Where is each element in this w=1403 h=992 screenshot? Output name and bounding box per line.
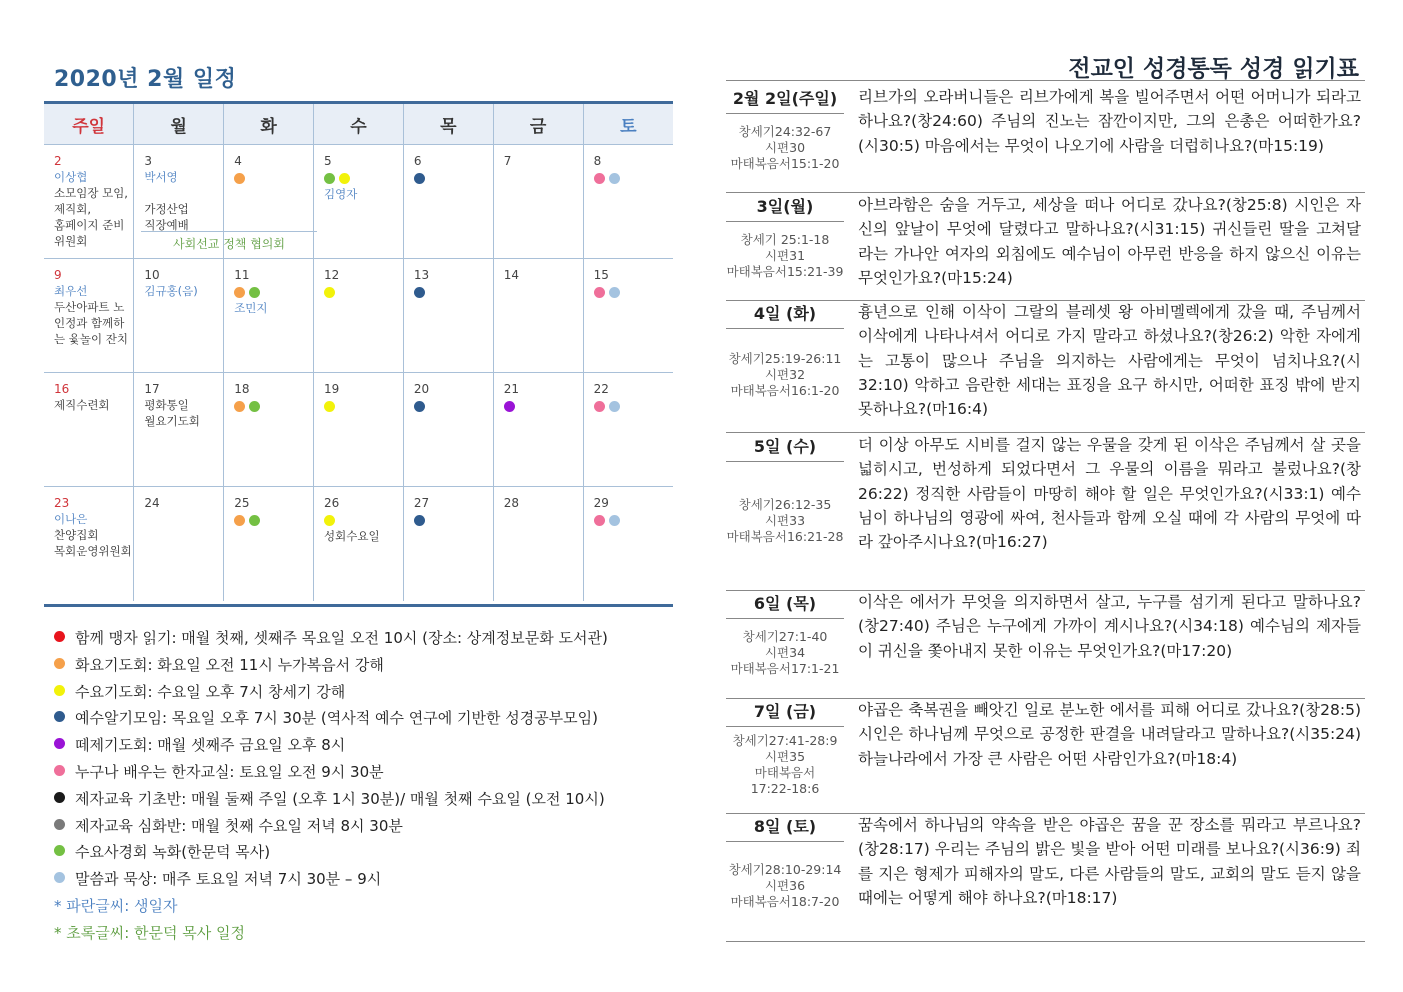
reading-date: 5일 (수) <box>726 433 844 462</box>
reading-ref: 창세기26:12-35 <box>738 496 832 512</box>
weekday-header: 금 <box>493 104 583 145</box>
calendar-day-cell <box>134 487 224 601</box>
calendar-day-cell <box>493 373 583 487</box>
reading-ref: 17:22-18:6 <box>750 780 820 796</box>
event-dots <box>324 514 403 528</box>
reading-date: 6일 (목) <box>726 590 844 619</box>
event-dot <box>414 287 425 298</box>
day-event: 김영자 <box>324 187 358 201</box>
reading-refs <box>726 727 844 797</box>
legend-text: 화요기도회: 화요일 오전 11시 누가복음서 강해 <box>75 655 384 674</box>
reading-question: 흉년으로 인해 이삭이 그랄의 블레셋 왕 아비멜렉에게 갔을 때, 주님께서 이삭에게 나타나셔서 어디로 가지 말라고 하셨나요?(창26:2) 악한 자에게는 고통이 많으나 주님을 의지하는 사람에게는 무엇이 넘치나요?(시32:10) 악하고 음란한 세대는 표징을 요구 하시만, 어떠한 표징 밖에 받지 못하나요?(마16:4) <box>858 303 1361 419</box>
calendar-day-cell <box>44 487 134 601</box>
legend-dot <box>54 658 65 669</box>
reading-title: 전교인 성경통독 성경 읽기표 <box>1068 56 1359 82</box>
calendar-grid <box>44 104 673 601</box>
day-event: 두산아파트 노 인정과 함께하 는 윷놀이 잔치 <box>54 300 128 346</box>
day-number: 4 <box>234 154 242 168</box>
reading-entry-left <box>726 433 844 545</box>
reading-entry-left <box>726 85 844 172</box>
event-dots <box>594 400 673 414</box>
calendar-day-cell <box>493 259 583 373</box>
event-dot <box>594 287 605 298</box>
reading-entry-left <box>726 698 844 797</box>
event-dot <box>324 515 335 526</box>
reading-ref: 마태복음서15:21-39 <box>726 263 844 279</box>
legend-dot <box>54 845 65 856</box>
event-dot <box>324 287 335 298</box>
legend-dot <box>54 819 65 830</box>
legend-item <box>54 759 608 786</box>
weekday-header: 화 <box>224 104 314 145</box>
reading-ref: 마태복음서17:1-21 <box>730 661 840 676</box>
day-event: 이나은 <box>54 512 88 526</box>
legend-item <box>54 732 608 759</box>
calendar-day-cell <box>583 487 673 601</box>
reading-question: 꿈속에서 하나님의 약속을 받은 야곱은 꿈을 꾼 장소를 뭐라고 부르나요?(창28:17) 우리는 주님의 밝은 빛을 받아 어떤 미래를 보나요?(시36:9) 죄를 지은 형제가 피해자의 말도, 다른 사람들의 말도, 교회의 말도 듣지 않을 때에는 어떻게 해야 하나요?(마18:17) <box>858 816 1361 907</box>
legend-text: 함께 맹자 읽기: 매월 첫째, 셋째주 목요일 오전 10시 (장소: 상계정보문화 도서관) <box>75 629 608 647</box>
event-dot <box>249 287 260 298</box>
event-dot <box>609 401 620 412</box>
reading-question: 야곱은 축복권을 빼앗긴 일로 분노한 에서를 피해 어디로 갔나요?(창28:5) 시인은 하나님께 무엇으로 공정한 판결을 내려달라고 말하나요?(시35:24) 하늘나라에서 가장 큰 사람은 어떤 사람인가요?(마18:4) <box>858 701 1361 768</box>
event-dot <box>249 515 260 526</box>
event-dots <box>594 514 673 528</box>
reading-entry-left <box>726 813 844 910</box>
calendar-day-cell <box>314 373 404 487</box>
event-dot <box>594 515 605 526</box>
reading-ref: 시편30 <box>764 139 806 155</box>
legend-text: 누구나 배우는 한자교실: 토요일 오전 9시 30분 <box>75 762 384 781</box>
day-number: 25 <box>234 496 250 510</box>
legend-dot <box>54 631 65 642</box>
event-dot <box>324 401 335 412</box>
event-dot <box>609 173 620 184</box>
weekday-header: 수 <box>314 104 404 145</box>
reading-ref: 마태복음서16:1-20 <box>730 383 840 398</box>
reading-entry-left <box>726 300 844 399</box>
day-number: 20 <box>413 382 430 396</box>
day-number: 23 <box>54 496 70 510</box>
calendar-day-cell <box>224 487 314 601</box>
reading-ref: 마태복음서 <box>754 764 816 780</box>
legend-text: 떼제기도회: 매월 셋째주 금요일 오후 8시 <box>75 736 346 755</box>
event-dots <box>234 400 313 414</box>
weekday-header: 월 <box>134 104 224 145</box>
event-dot <box>594 173 605 184</box>
calendar-day-cell <box>134 373 224 487</box>
reading-date: 2월 2일(주일) <box>726 85 844 114</box>
reading-ref: 창세기 25:1-18 <box>740 231 830 247</box>
reading-top-rule <box>726 80 1365 81</box>
day-number: 17 <box>144 382 160 396</box>
legend-text: 제자교육 심화반: 매월 첫째 수요일 저녁 8시 30분 <box>75 816 403 835</box>
reading-date: 8일 (토) <box>726 813 844 842</box>
reading-divider <box>726 941 1365 942</box>
day-number: 28 <box>503 496 519 510</box>
reading-entry-left <box>726 193 844 280</box>
reading-ref: 시편36 <box>764 878 806 893</box>
reading-date: 4일 (화) <box>726 300 844 329</box>
day-event: 조민지 <box>234 301 268 315</box>
event-dots <box>234 514 313 528</box>
day-number: 22 <box>593 382 609 396</box>
calendar-day-cell <box>224 259 314 373</box>
legend-item <box>54 813 608 840</box>
legend-dot <box>54 738 65 749</box>
event-dots <box>234 286 313 300</box>
reading-ref: 시편34 <box>764 645 806 660</box>
event-dots <box>594 286 673 300</box>
calendar-day-cell <box>314 259 404 373</box>
reading-entry <box>726 300 1365 430</box>
day-number: 3 <box>144 154 152 168</box>
calendar-day-cell <box>403 487 493 601</box>
span-event-label: 사회선교 정책 협의회 <box>141 231 317 257</box>
day-event: 소모임장 모임, 제직회, 홈페이지 준비 위원회 <box>54 186 128 248</box>
reading-ref: 시편33 <box>764 512 806 528</box>
calendar-day-cell <box>224 373 314 487</box>
day-number: 26 <box>324 496 340 510</box>
calendar-day-cell <box>44 373 134 487</box>
calendar-day-cell <box>44 145 134 259</box>
reading-ref: 창세기25:19-26:11 <box>728 351 842 366</box>
reading-entry-left <box>726 590 844 677</box>
day-event: 찬양집회 목회운영위원회 <box>54 528 132 558</box>
event-dots <box>234 172 313 186</box>
reading-ref: 시편31 <box>764 247 806 263</box>
day-number: 27 <box>413 496 430 510</box>
reading-refs <box>726 222 844 280</box>
event-dots <box>594 172 673 186</box>
weekday-header: 주일 <box>44 104 134 145</box>
event-dots <box>324 400 403 414</box>
reading-refs <box>726 114 844 172</box>
event-dot <box>249 401 260 412</box>
day-number: 6 <box>413 154 422 168</box>
legend-item <box>54 866 608 893</box>
legend-note: * 파란글씨: 생일자 <box>54 896 178 915</box>
calendar-day-cell <box>583 259 673 373</box>
legend-item <box>54 625 608 652</box>
day-number: 15 <box>593 268 609 282</box>
calendar-day-cell <box>403 259 493 373</box>
event-dot <box>414 401 425 412</box>
reading-date: 3일(월) <box>726 193 844 222</box>
event-dot <box>324 173 335 184</box>
event-dot <box>594 401 605 412</box>
calendar-bottom-rule <box>44 604 673 607</box>
legend-dot <box>54 792 65 803</box>
event-dots <box>414 286 493 300</box>
calendar-week <box>44 373 673 487</box>
day-number: 24 <box>144 496 160 510</box>
day-number: 2 <box>54 154 62 168</box>
calendar-day-cell <box>583 145 673 259</box>
day-event: 제직수련회 <box>54 398 110 412</box>
legend-note: * 초록글씨: 한문덕 목사 일정 <box>54 923 246 942</box>
calendar-title: 2020년 2월 일정 <box>54 67 237 92</box>
legend-item <box>54 839 608 866</box>
day-event: 이상협 <box>54 170 88 184</box>
event-dot <box>234 515 245 526</box>
day-event: 김규홍(음) <box>144 284 198 298</box>
legend-item <box>54 679 608 706</box>
event-dot <box>504 401 515 412</box>
event-dots <box>414 172 493 186</box>
day-event: 박서영 <box>144 170 178 184</box>
legend-dot <box>54 685 65 696</box>
reading-entry <box>726 433 1365 588</box>
legend-text: 말씀과 묵상: 매주 토요일 저녁 7시 30분 – 9시 <box>75 870 382 889</box>
reading-question: 아브라함은 숨을 거두고, 세상을 떠나 어디로 갔나요?(창25:8) 시인은 자신의 앞날이 무엇에 달렸다고 말하나요?(시31:15) 귀신들린 딸을 고쳐달라는 가나안 여자의 외침에도 예수님이 아무런 반응을 하지 않으신 이유는 무엇인가요?(마15:24) <box>858 196 1361 287</box>
reading-ref: 창세기27:1-40 <box>742 629 828 644</box>
day-number: 12 <box>324 268 340 282</box>
legend-dot <box>54 711 65 722</box>
event-dot <box>609 515 620 526</box>
reading-refs <box>726 329 844 399</box>
legend-item <box>54 705 608 732</box>
reading-entry <box>726 193 1365 298</box>
reading-entry <box>726 590 1365 696</box>
reading-refs <box>726 842 844 910</box>
day-number: 19 <box>324 382 340 396</box>
day-number: 29 <box>593 496 609 510</box>
calendar-week <box>44 487 673 601</box>
day-number: 14 <box>503 268 519 282</box>
event-dot <box>234 287 245 298</box>
reading-question: 리브가의 오라버니들은 리브가에게 복을 빌어주면서 어떤 어머니가 되라고 하나요?(창24:60) 주님의 진노는 잠깐이지만, 그의 은총은 어떠한가요?(시30:5) 마음에서는 무엇이 나오기에 사람을 더럽히나요?(마15:19) <box>858 88 1361 155</box>
day-number: 13 <box>413 268 430 282</box>
reading-ref: 창세기28:10-29:14 <box>728 862 842 877</box>
reading-ref: 마태복음서18:7-20 <box>730 894 840 909</box>
legend-text: 수요기도회: 수요일 오후 7시 창세기 강해 <box>75 682 346 701</box>
day-event: 평화통일 월요기도회 <box>144 398 200 428</box>
event-dots <box>504 400 583 414</box>
calendar-week <box>44 145 673 259</box>
day-number: 8 <box>593 154 602 168</box>
calendar-day-cell <box>314 145 404 259</box>
day-event: 성회수요일 <box>324 529 380 543</box>
reading-ref: 창세기27:41-28:9 <box>732 732 838 748</box>
legend <box>54 625 608 947</box>
reading-ref: 마태복음서15:1-20 <box>730 155 840 171</box>
reading-question: 더 이상 아무도 시비를 걸지 않는 우물을 갖게 된 이삭은 주님께서 살 곳을 넓히시고, 번성하게 되었다면서 그 우물의 이름을 뭐라고 불렀나요?(창26:22) 정직한 사람들이 마땅히 해야 할 일은 무엇인가요?(시33:1) 예수님이 하나님의 영광에 싸여, 천사들과 함께 오실 때에 각 사람의 무엇에 따라 갚아주시나요?(마16:27) <box>858 436 1361 552</box>
legend-item <box>54 652 608 679</box>
event-dot <box>339 173 350 184</box>
day-number: 5 <box>324 154 332 168</box>
reading-refs <box>726 462 844 545</box>
calendar-day-cell <box>493 487 583 601</box>
legend-item <box>54 786 608 813</box>
calendar-week <box>44 259 673 373</box>
day-number: 10 <box>144 268 160 282</box>
event-dot <box>414 173 425 184</box>
calendar-day-cell <box>134 259 224 373</box>
reading-ref: 창세기24:32-67 <box>738 123 832 139</box>
reading-date: 7일 (금) <box>726 698 844 727</box>
legend-text: 예수알기모임: 목요일 오후 7시 30분 (역사적 예수 연구에 기반한 성경공부모임) <box>75 709 599 728</box>
legend-dot <box>54 872 65 883</box>
event-dots <box>414 400 493 414</box>
day-number: 18 <box>234 382 250 396</box>
day-number: 21 <box>503 382 519 396</box>
event-dots <box>324 172 403 186</box>
reading-ref: 마태복음서16:21-28 <box>726 528 844 544</box>
day-number: 9 <box>54 268 62 282</box>
calendar-day-cell <box>403 145 493 259</box>
day-event: 최우선 <box>54 284 88 298</box>
reading-refs <box>726 619 844 677</box>
event-dot <box>234 401 245 412</box>
event-dots <box>324 286 403 300</box>
day-number: 16 <box>54 382 70 396</box>
calendar-day-cell <box>403 373 493 487</box>
legend-text: 수요사경회 녹화(한문덕 목사) <box>75 843 271 862</box>
day-number: 7 <box>503 154 512 168</box>
reading-entry <box>726 85 1365 190</box>
day-event: 가정산업 직장예배 <box>144 202 189 232</box>
calendar-day-cell <box>493 145 583 259</box>
day-number: 11 <box>234 268 250 282</box>
calendar-day-cell <box>44 259 134 373</box>
reading-ref: 시편35 <box>764 748 806 764</box>
event-dots <box>414 514 493 528</box>
reading-question: 이삭은 에서가 무엇을 의지하면서 살고, 누구를 섬기게 된다고 말하나요?(창27:40) 주님은 누구에게 가까이 계시나요?(시34:18) 예수님의 제자들이 귀신을 쫓아내지 못한 이유는 무엇인가요?(마17:20) <box>858 593 1361 660</box>
reading-entry <box>726 698 1365 811</box>
reading-ref: 시편32 <box>764 367 806 382</box>
calendar-day-cell <box>314 487 404 601</box>
calendar-day-cell <box>583 373 673 487</box>
reading-entry <box>726 813 1365 939</box>
event-dot <box>414 515 425 526</box>
event-dot <box>234 173 245 184</box>
legend-text: 제자교육 기초반: 매월 둘째 주일 (오후 1시 30분)/ 매월 첫째 수요일 (오전 10시) <box>75 789 605 808</box>
event-dot <box>609 287 620 298</box>
weekday-header: 토 <box>583 104 673 145</box>
weekday-header: 목 <box>403 104 493 145</box>
legend-dot <box>54 765 65 776</box>
